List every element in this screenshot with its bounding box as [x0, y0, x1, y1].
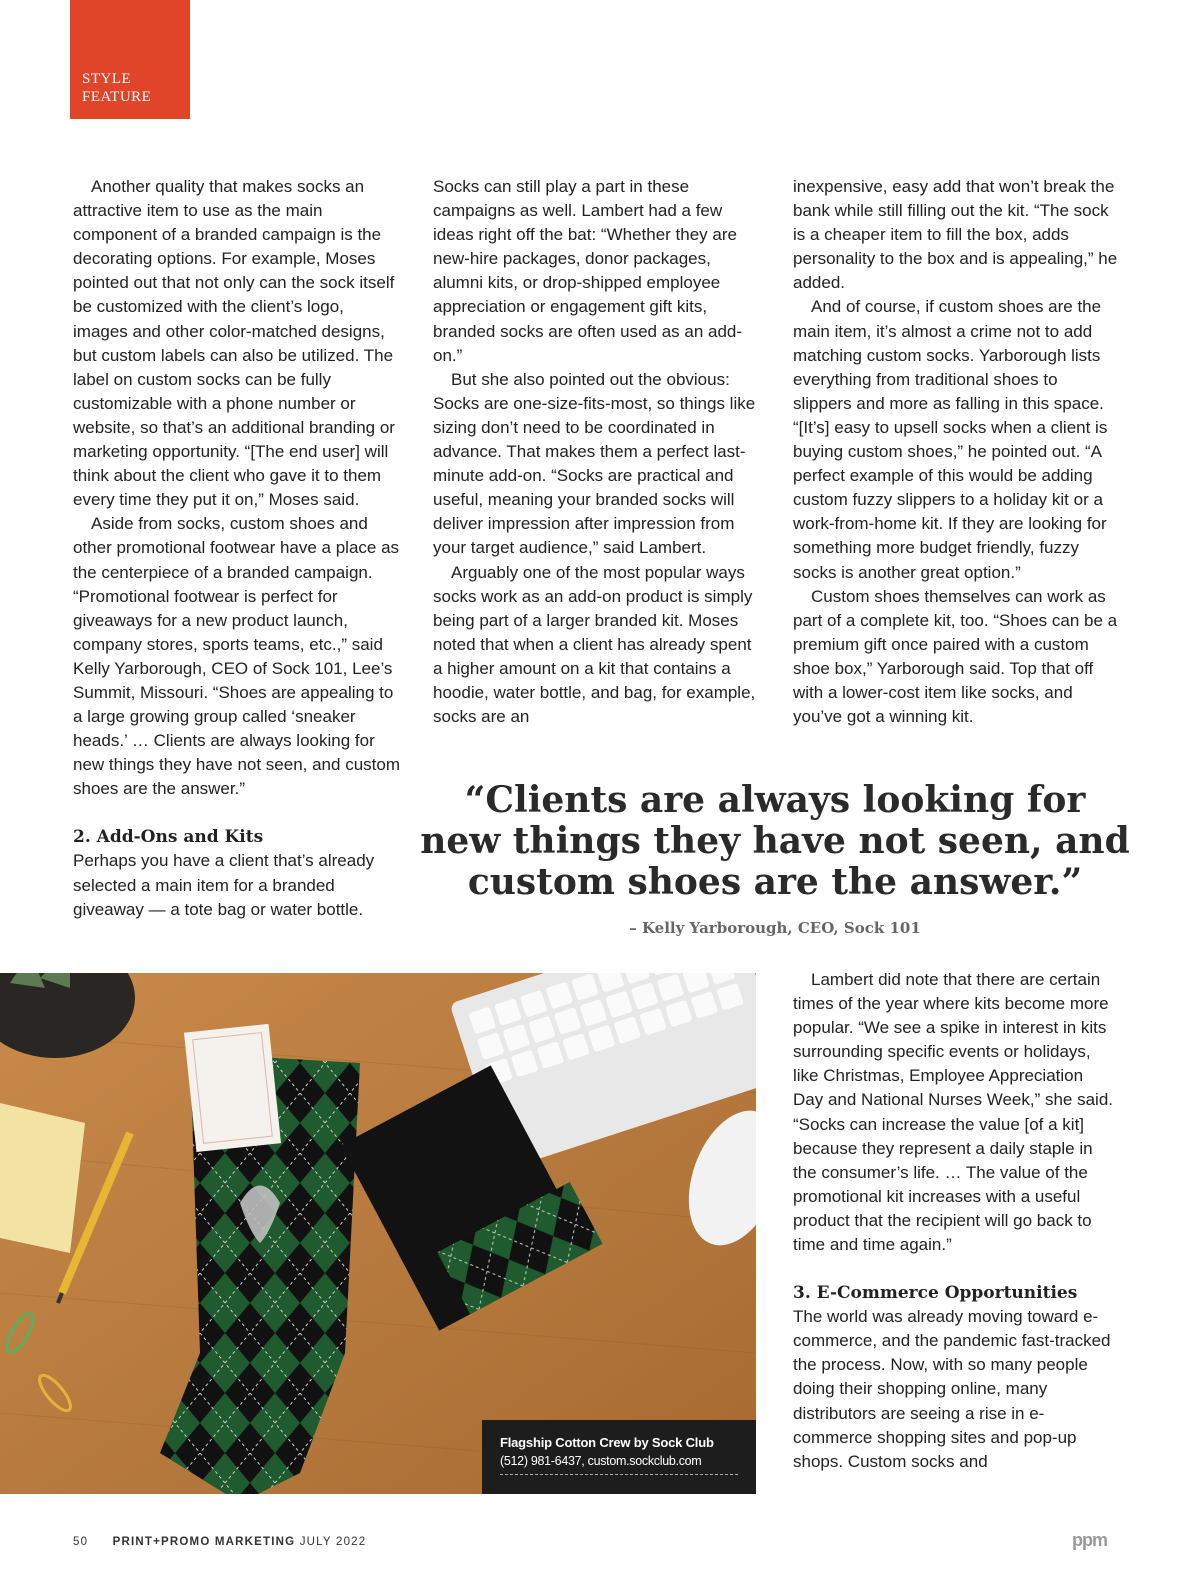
magazine-name: PRINT+PROMO MARKETING [112, 1536, 296, 1548]
paragraph: Aside from socks, custom shoes and other promotional footwear have a place as the centerpiece of a branded campaign. “Promotional footwear is perfect for giveaways for a new product launch, company stores, sports teams, etc.,” said Kelly Yarborough, CEO of Sock 101, Lee’s Summit, Missouri. “Shoes are appealing to a large growing group called ‘sneaker heads.’ … Clients are always looking for new things they have not seen, and custom shoes are the answer.” [73, 514, 400, 799]
paragraph: Perhaps you have a client that’s already selected a main item for a branded giveaway — a tote bag or water bottle. [73, 851, 375, 919]
paragraph: Arguably one of the most popular ways socks work as an add-on product is simply being part of a larger branded kit. Moses noted that when a client has already spent a higher amount on a kit that contains a hoodie, water bottle, and bag, for example, socks are an [433, 562, 756, 727]
article-column-2 [433, 175, 763, 729]
product-photo [0, 973, 756, 1494]
section-heading: 2. Add-Ons and Kits [73, 827, 264, 848]
socks-photo-illustration [0, 973, 756, 1494]
article-column-1 [73, 175, 403, 922]
section-heading: 3. E-Commerce Opportunities [793, 1283, 1078, 1304]
paragraph: Another quality that makes socks an attractive item to use as the main component of a branded campaign is the decorating options. For example, Moses pointed out that not only can the sock itself be customized with the client’s logo, images and other color-matched designs, but custom labels can also be utilized. The label on custom socks can be fully customizable with a phone number or website, so that’s an additional branding or marketing opportunity. “[The end user] will think about the client who gave it to them every time they put it on,” Moses said. [73, 177, 395, 510]
issue-date: JULY 2022 [299, 1536, 367, 1548]
pull-quote-attribution: – Kelly Yarborough, CEO, Sock 101 [629, 919, 921, 937]
caption-divider [500, 1474, 738, 1475]
section-tag [70, 0, 190, 119]
page-number: 50 [73, 1536, 89, 1548]
article-column-3 [793, 175, 1118, 729]
section-tag-line1: STYLE [82, 71, 132, 87]
paragraph: Socks can still play a part in these campaigns as well. Lambert had a few ideas right off the bat: “Whether they are new-hire packages, donor packages, alumni kits, or drop-shipped employee appreciation or engagement gift kits, branded socks are often used as an add-on.” [433, 177, 743, 365]
pull-quote: “Clients are always looking for new things they have not seen, and custom shoes are the answer.” [420, 779, 1130, 903]
ppm-logo: ppm [1072, 1530, 1107, 1550]
paragraph: The world was already moving toward e-commerce, and the pandemic fast-tracked the process. Now, with so many people doing their shopping online, many distributors are seeing a rise in e-commerce shopping sites and pop-up shops. Custom socks and [793, 1307, 1111, 1471]
paragraph: inexpensive, easy add that won’t break the bank while still filling out the kit. “The sock is a cheaper item to fill the box, adds personality to the box and is appealing,” he added. [793, 177, 1118, 293]
page-footer [73, 1536, 366, 1548]
caption-contact: (512) 981-6437, custom.sockclub.com [500, 1454, 702, 1468]
paragraph: But she also pointed out the obvious: Socks are one-size-fits-most, so things like sizing don’t need to be coordinated in advance. That makes them a perfect last-minute add-on. “Socks are practical and useful, meaning your branded socks will deliver impression after impression from your target audience,” said Lambert. [433, 369, 756, 558]
article-column-4 [793, 968, 1118, 1474]
section-tag-line2: FEATURE [82, 89, 152, 105]
photo-caption [482, 1420, 756, 1494]
caption-title: Flagship Cotton Crew by Sock Club [500, 1435, 714, 1450]
paragraph: Custom shoes themselves can work as part of a complete kit, too. “Shoes can be a premium gift once paired with a custom shoe box,” Yarborough said. Top that off with a lower-cost item like socks, and you’ve got a winning kit. [793, 586, 1118, 727]
paragraph: Lambert did note that there are certain times of the year where kits become more popular. “We see a spike in interest in kits surrounding specific events or holidays, like Christmas, Employee Appreciation Day and National Nurses Week,” she said. “Socks can increase the value [of a kit] because they represent a daily staple in the consumer’s life. … The value of the promotional kit increases with a useful product that the recipient will go back to time and time again.” [793, 970, 1114, 1255]
paragraph: And of course, if custom shoes are the main item, it’s almost a crime not to add matching custom socks. Yarborough lists everything from traditional shoes to slippers and more as falling in this space. “[It’s] easy to upsell socks when a client is buying custom shoes,” he pointed out. “A perfect example of this would be adding custom fuzzy slippers to a holiday kit or a work-from-home kit. If they are looking for something more budget friendly, fuzzy socks is another great option.” [793, 297, 1108, 582]
